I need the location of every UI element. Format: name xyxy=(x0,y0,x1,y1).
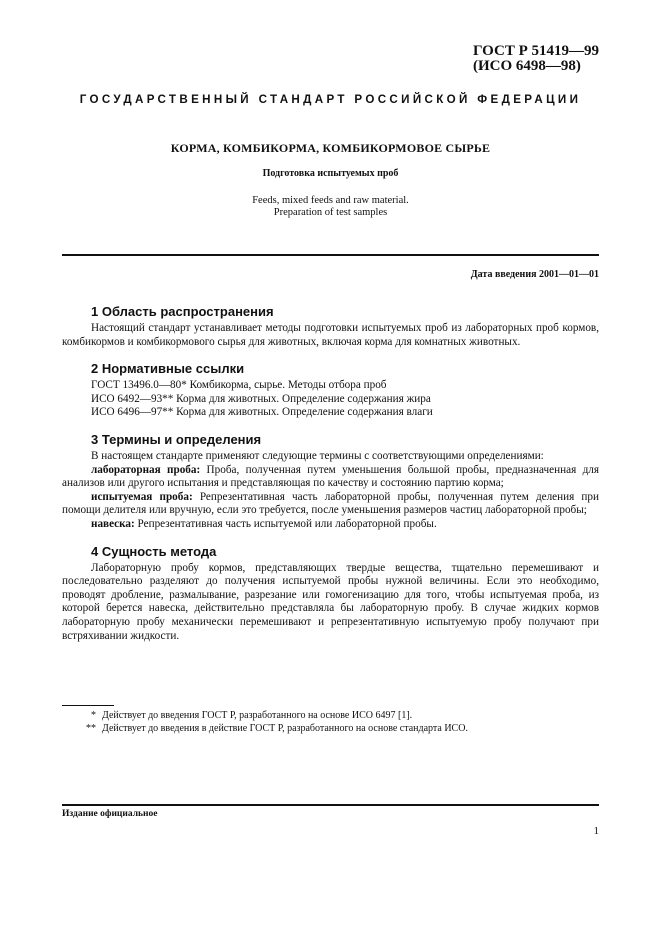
term-name: испытуемая проба: xyxy=(91,490,193,503)
english-title xyxy=(62,195,599,219)
section-1-text: Настоящий стандарт устанавливает методы подготовки испытуемых проб из лабораторных проб кормов, комбикормов и комбикормового сырья для животных, включая корма для комнатных животных. xyxy=(62,322,599,348)
standard-code-line2: (ИСО 6498—98) xyxy=(472,58,581,74)
reference-item: ГОСТ 13496.0—80* Комбикорма, сырье. Методы отбора проб xyxy=(91,379,387,392)
english-title-line2: Preparation of test samples xyxy=(273,207,388,218)
term-name: лабораторная проба: xyxy=(91,463,201,476)
section-4-heading: 4 Сущность метода xyxy=(91,543,217,559)
footnote xyxy=(62,722,599,735)
footnote-mark: ** xyxy=(86,723,96,734)
english-title-line1: Feeds, mixed feeds and raw material. xyxy=(252,195,409,206)
document-subtitle: Подготовка испытуемых проб xyxy=(262,168,399,179)
footnote xyxy=(62,709,599,722)
document-body xyxy=(62,301,599,643)
edition-label: Издание официальное xyxy=(62,809,158,819)
footnote-text: Действует до введения в действие ГОСТ Р, разработанного на основе стандарта ИСО. xyxy=(102,723,468,734)
term-definition xyxy=(62,464,599,491)
bottom-divider xyxy=(62,804,599,806)
introduction-date: Дата введения 2001—01—01 xyxy=(470,269,599,280)
section-1-heading: 1 Область распространения xyxy=(91,304,274,319)
standard-code-line1: ГОСТ Р 51419—99 xyxy=(472,43,599,59)
references-list xyxy=(62,379,599,420)
term-text: Репрезентативная часть лабораторной пробы, полученная путем деления при помощи делителя или вручную, если это требуется, после уменьшения размеров частиц лабораторной пробы; xyxy=(62,490,599,517)
page-number: 1 xyxy=(593,825,599,837)
footnote-text: Действует до введения ГОСТ Р, разработанного на основе ИСО 6497 [1]. xyxy=(102,710,413,721)
top-divider xyxy=(62,254,599,256)
standard-code xyxy=(473,44,599,74)
term-definition xyxy=(62,518,599,532)
reference-item: ИСО 6496—97** Корма для животных. Определение содержания влаги xyxy=(91,406,433,419)
term-definition xyxy=(62,491,599,518)
footnote-mark: * xyxy=(91,710,96,721)
footnote-divider xyxy=(62,705,114,706)
section-2-heading: 2 Нормативные ссылки xyxy=(91,361,245,377)
document-title: КОРМА, КОМБИКОРМА, КОМБИКОРМОВОЕ СЫРЬЕ xyxy=(170,141,491,155)
term-name: навеска: xyxy=(91,517,135,530)
footnotes xyxy=(62,709,599,735)
reference-item: ИСО 6492—93** Корма для животных. Определение содержания жира xyxy=(91,392,431,405)
section-3-intro: В настоящем стандарте применяют следующие термины с соответствующими определениями: xyxy=(91,449,544,462)
term-text: Проба, полученная путем уменьшения большой пробы, предназначенная для анализов или другого испытания и представляющая по качеству и состоянию партию корма; xyxy=(62,463,599,490)
section-3-heading: 3 Термины и определения xyxy=(91,431,262,447)
section-4-text: Лабораторную пробу кормов, представляющих твердые вещества, тщательно перемешивают и последовательно разделяют до получения испытуемой пробы нужной величины. Если это необходимо, проводят дробление, размалывание, разрезание или гомогенизацию для того, чтобы испытуемая проба, из которой берется навеска, действительно представляла бы лабораторную пробу. В случае жидких кормов лабораторную пробу механически перемешивают и репрезентативную испытуемую пробу получают при встряхивании жидкости. xyxy=(62,561,599,642)
state-standard-banner: ГОСУДАРСТВЕННЫЙ СТАНДАРТ РОССИЙСКОЙ ФЕДЕРАЦИИ xyxy=(79,93,582,106)
term-text: Репрезентативная часть испытуемой или лабораторной пробы. xyxy=(134,517,437,530)
